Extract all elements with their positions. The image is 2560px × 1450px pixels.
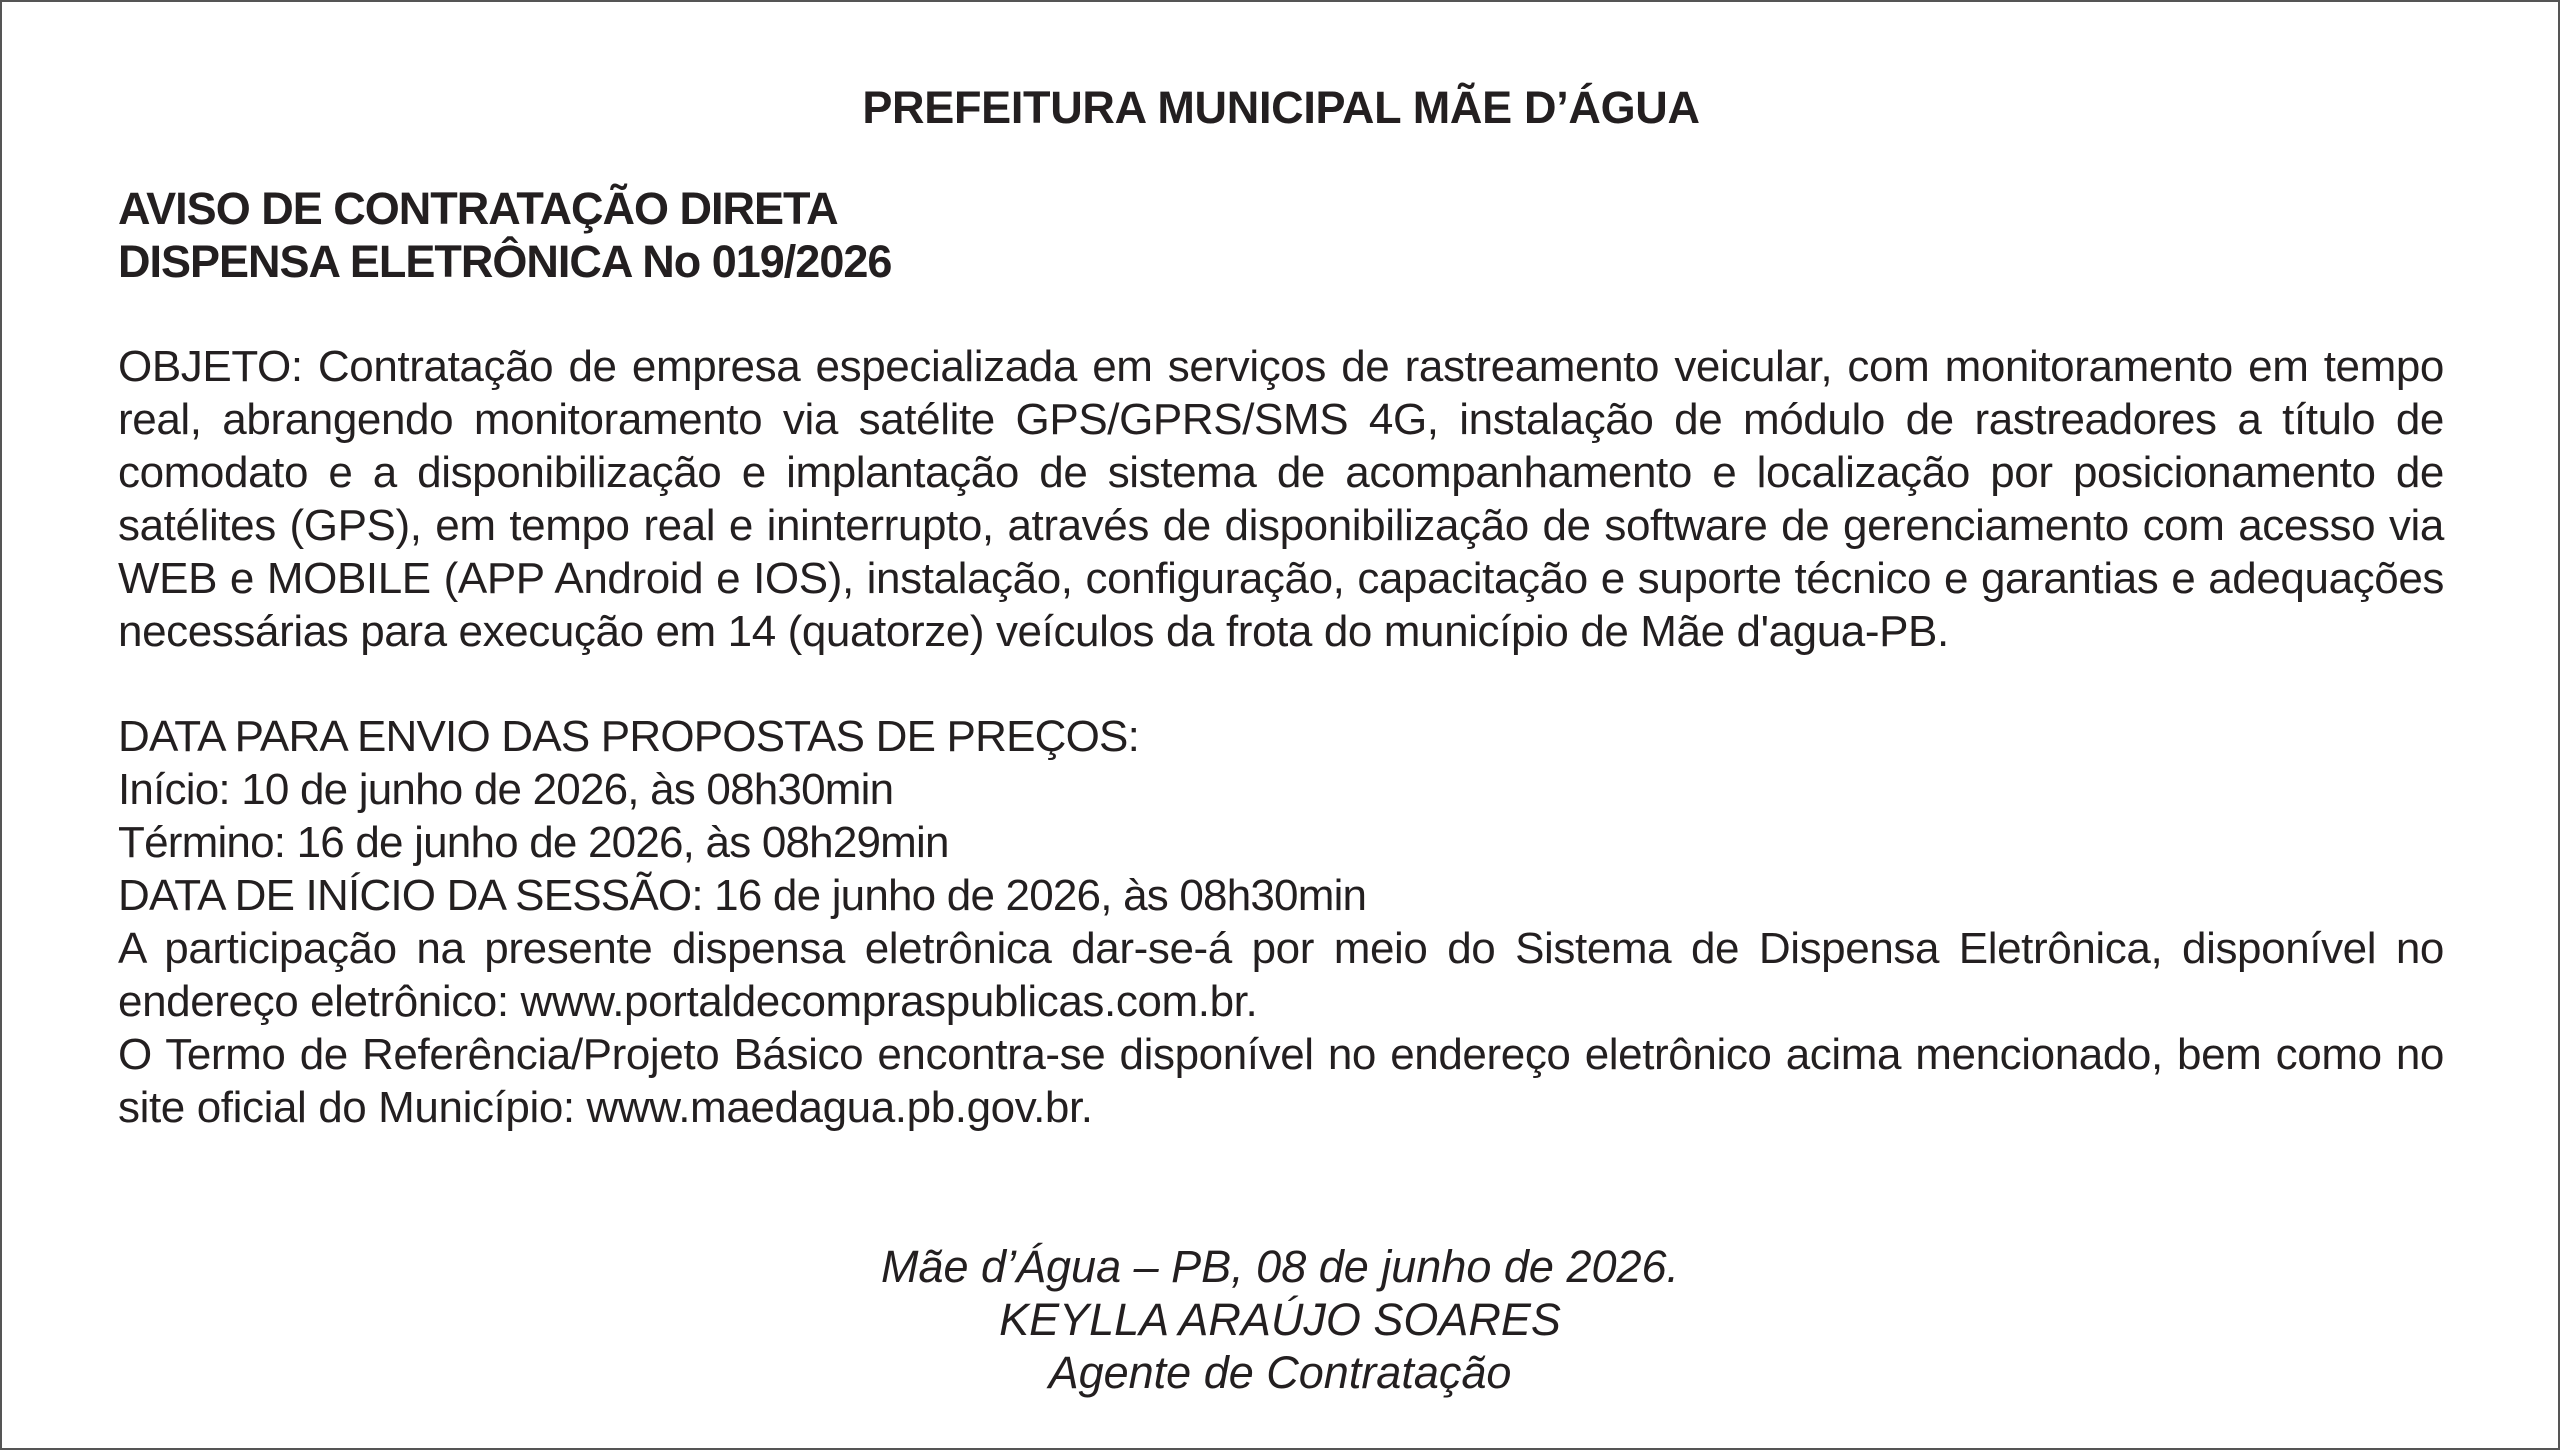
- signature-place-date: Mãe d’Água – PB, 08 de junho de 2026.: [880, 1241, 1680, 1292]
- notice-number: DISPENSA ELETRÔNICA No 019/2026: [118, 236, 892, 287]
- document-body: [118, 80, 2444, 1134]
- page-title: PREFEITURA MUNICIPAL MÃE D’ÁGUA: [862, 82, 1700, 133]
- signature-block: [0, 1240, 2560, 1399]
- date-termino: Término: 16 de junho de 2026, às 08h29min: [118, 818, 949, 867]
- date-inicio: Início: 10 de junho de 2026, às 08h30min: [118, 765, 894, 814]
- objeto-paragraph: OBJETO: Contratação de empresa especializada em serviços de rastreamento veicular, com monitoramento em tempo real, abrangendo monitoramento via satélite GPS/GPRS/SMS 4G, instalação de módulo de rastreadores a título de comodato e a disponibilização e implantação de sistema de acompanhamento e localização por posicionamento de satélites (GPS), em tempo real e ininterrupto, através de disponibilização de software de gerenciamento com acesso via WEB e MOBILE (APP Android e IOS), instalação, configuração, capacitação e suporte técnico e garantias e adequações necessárias para execução em 14 (quatorze) veículos da frota do município de Mãe d'agua-PB.: [118, 342, 2444, 656]
- participacao-paragraph: A participação na presente dispensa eletrônica dar-se-á por meio do Sistema de Dispensa Eletrônica, disponível no endereço eletrônico: www.portaldecompraspublicas.com.br.: [118, 924, 2444, 1026]
- signature-role: Agente de Contratação: [1048, 1347, 1512, 1398]
- dates-heading: DATA PARA ENVIO DAS PROPOSTAS DE PREÇOS:: [118, 712, 1139, 761]
- notice-title: AVISO DE CONTRATAÇÃO DIRETA: [118, 183, 838, 234]
- date-sessao: DATA DE INÍCIO DA SESSÃO: 16 de junho de 2026, às 08h30min: [118, 871, 1367, 920]
- termo-paragraph: O Termo de Referência/Projeto Básico encontra-se disponível no endereço eletrônico acima mencionado, bem como no site oficial do Município: www.maedagua.pb.gov.br.: [118, 1030, 2444, 1132]
- signature-name: KEYLLA ARAÚJO SOARES: [999, 1294, 1561, 1345]
